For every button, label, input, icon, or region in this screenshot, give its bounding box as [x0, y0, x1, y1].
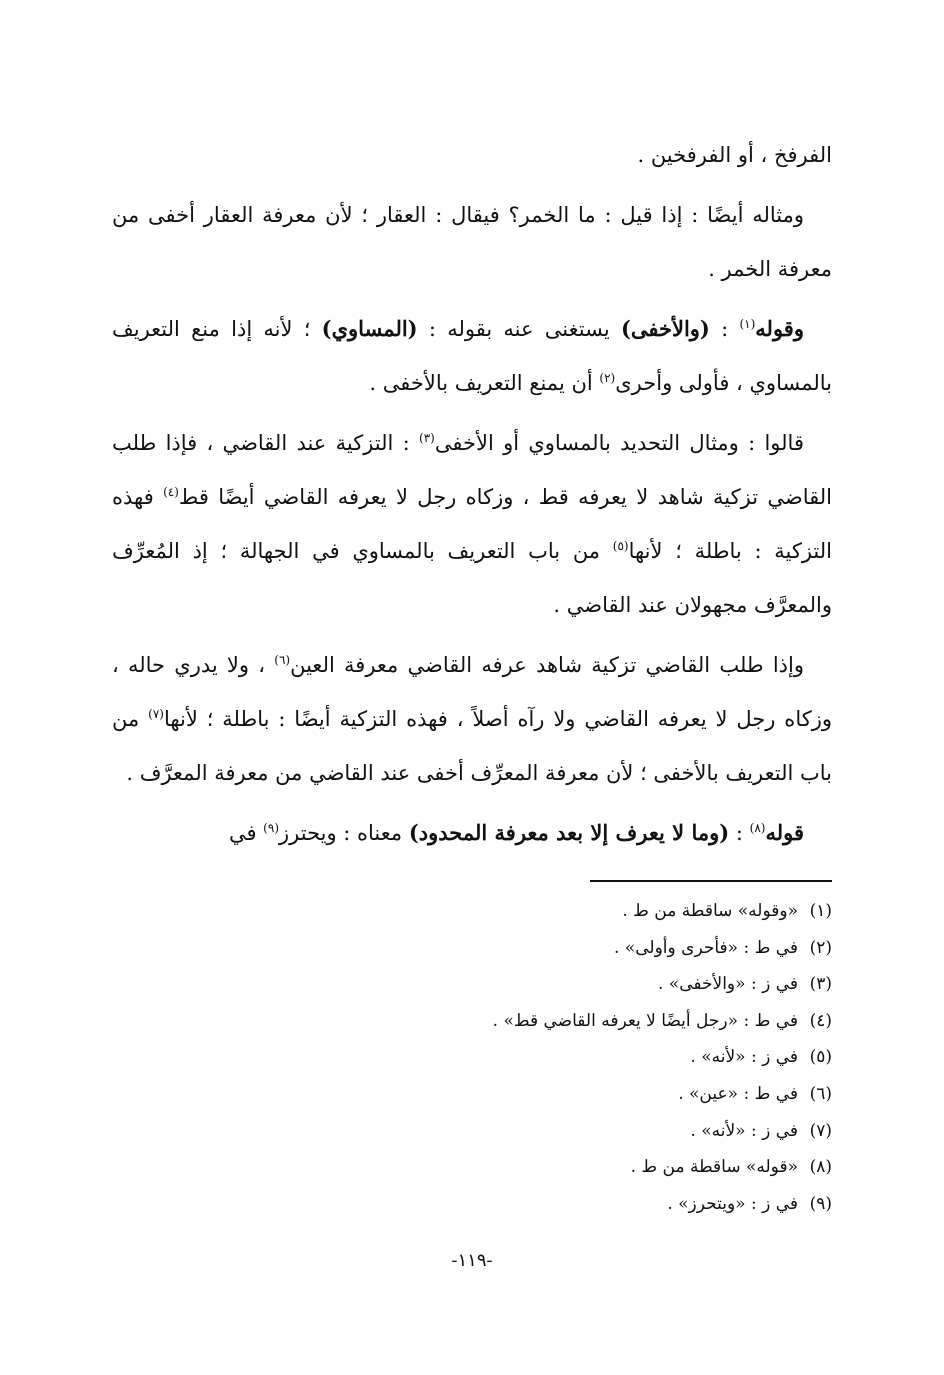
footnote-text: «قوله» ساقطة من ط .: [630, 1157, 798, 1178]
paragraph-5: [112, 638, 832, 800]
footnote-ref-6: (٦): [274, 653, 291, 667]
footnote-text: «وقوله» ساقطة من ط .: [622, 901, 798, 921]
footnote-item: [112, 930, 832, 967]
quoted-matn-2: (المساوي): [321, 316, 418, 341]
footnote-ref-2: (٢): [599, 371, 616, 385]
footnote-separator: [590, 880, 832, 882]
footnote-number: (٤): [809, 1010, 832, 1031]
footnote-number: (٧): [809, 1120, 832, 1141]
footnote-text: في ز : «لأنه» .: [690, 1120, 798, 1141]
main-text-block: [112, 128, 832, 866]
paragraph-5-text-c: من باب التعريف بالأخفى ؛ لأن معرفة المعرِّف أخفى عند القاضي من معرفة المعرَّف .: [112, 707, 832, 785]
paragraph-4: [112, 416, 832, 632]
footnote-number: (٨): [809, 1157, 832, 1178]
paragraph-5-text-b: ، ولا يدري حاله ، وزكاه رجل لا يعرفه القاضي ولا رآه أصلاً ، فهذه التزكية أيضًا : باطلة ؛ لأنها: [112, 653, 832, 731]
quote-lead-word-2: قوله: [765, 820, 804, 845]
footnote-item: [112, 893, 832, 930]
footnote-number: (٣): [809, 974, 832, 995]
footnote-item: [112, 1149, 832, 1186]
footnote-number: (٥): [809, 1047, 832, 1068]
footnote-text: في ز : «لأنه» .: [690, 1047, 798, 1068]
footnote-ref-3: (٣): [419, 431, 435, 445]
footnote-ref-8: (٨): [749, 821, 766, 835]
paragraph-2-text: ومثاله أيضًا : إذا قيل : ما الخمر؟ فيقال : العقار ؛ لأن معرفة العقار أخفى من معرفة الخمر .: [112, 203, 832, 281]
paragraph-1: [112, 128, 832, 182]
footnote-text: في ط : «عين» .: [678, 1083, 798, 1104]
quoted-matn-1: (والأخفى): [620, 316, 710, 341]
page-number: -١١٩-: [451, 1250, 493, 1271]
paragraph-1-text: الفرفخ ، أو الفرفخين .: [637, 143, 832, 167]
paragraph-4-text-a: قالوا : ومثال التحديد بالمساوي أو الأخفى: [434, 431, 804, 455]
paragraph-6: [112, 806, 832, 860]
paragraph-4-text-d: من باب التعريف بالمساوي في الجهالة ؛ إذ المُعرِّف والمعرَّف مجهولان عند القاضي .: [112, 539, 832, 617]
paragraph-6-text-a: :: [729, 821, 750, 845]
paragraph-6-text-b: معناه : ويحترز: [279, 821, 409, 845]
paragraph-3-text-d: أن يمنع التعريف بالأخفى .: [369, 371, 600, 395]
footnote-number: (١): [809, 901, 832, 921]
paragraph-2: [112, 188, 832, 296]
footnote-text: في ز : «ويتحرز» .: [667, 1193, 798, 1214]
footnote-item: [112, 1076, 832, 1113]
footnote-text: في ط : «فأحرى وأولى» .: [614, 937, 798, 958]
footnote-item: [112, 1113, 832, 1150]
footnote-ref-1: (١): [739, 317, 756, 331]
footnotes-list: [112, 893, 832, 1222]
quoted-matn-3: (وما لا يعرف إلا بعد معرفة المحدود): [408, 820, 730, 845]
footnote-item: [112, 1039, 832, 1076]
paragraph-3-text-b: يستغنى عنه بقوله :: [417, 317, 621, 341]
footnote-item: [112, 1186, 832, 1223]
quote-lead-word: وقوله: [755, 316, 804, 341]
footnote-item: [112, 966, 832, 1003]
footnote-number: (٢): [809, 937, 832, 958]
paragraph-4-text-b: : التزكية عند القاضي ، فإذا طلب القاضي تزكية شاهد لا يعرفه قط ، وزكاه رجل لا يعرفه القاضي أيضًا قط: [112, 431, 833, 509]
footnote-ref-7: (٧): [148, 707, 164, 721]
footnote-number: (٦): [809, 1083, 832, 1104]
footnote-ref-5: (٥): [612, 539, 629, 553]
paragraph-6-text-c: في: [228, 821, 264, 845]
paragraph-5-text-a: وإذا طلب القاضي تزكية شاهد عرفه القاضي معرفة العين: [290, 653, 804, 677]
footnote-item: [112, 1003, 832, 1040]
footnote-text: في ط : «رجل أيضًا لا يعرفه القاضي قط» .: [492, 1010, 798, 1031]
paragraph-3-text-a: :: [709, 317, 740, 341]
paragraph-4-text-c: فهذه التزكية : باطلة ؛ لأنها: [112, 485, 832, 563]
paragraph-3: [112, 302, 832, 410]
footnote-number: (٩): [809, 1193, 832, 1214]
footnote-ref-9: (٩): [263, 821, 279, 835]
footnote-text: في ز : «والأخفى» .: [658, 974, 798, 995]
footnote-ref-4: (٤): [163, 485, 179, 499]
paragraph-3-text-c: ؛ لأنه إذا منع التعريف بالمساوي ، فأولى وأحرى: [112, 317, 832, 395]
